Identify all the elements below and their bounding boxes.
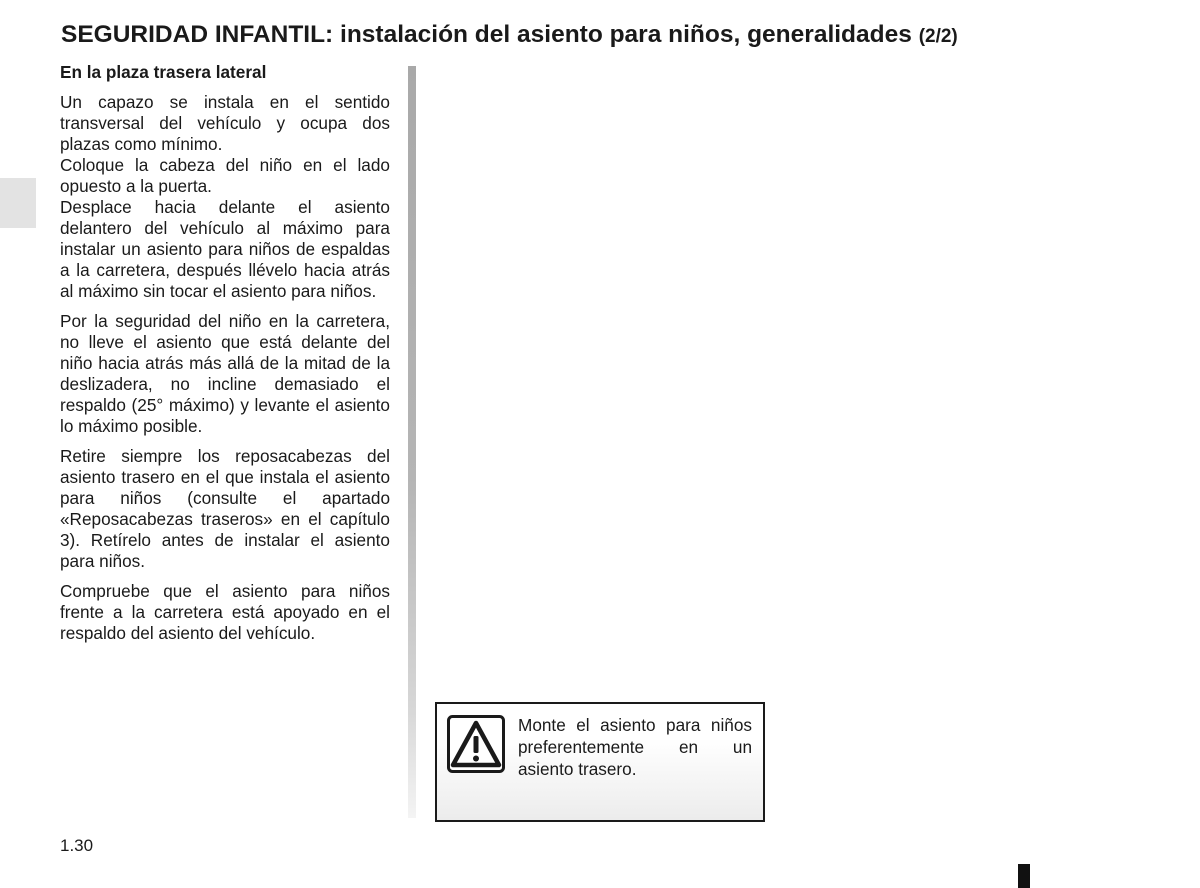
main-text-column xyxy=(60,62,390,653)
page-number: 1.30 xyxy=(60,836,94,855)
warning-text: Monte el asiento para niños preferentemente en un asiento trasero. xyxy=(518,715,752,779)
section-heading: En la plaza trasera lateral xyxy=(60,62,267,82)
page-count: (2/2) xyxy=(918,26,958,47)
paragraph: Retire siempre los reposacabezas del asiento trasero en el que instala el asiento para niños (consulte el apartado «Reposacabezas traseros» en el capítulo 3). Retírelo antes de instalar el asiento para niños. xyxy=(60,446,390,571)
paragraph: Coloque la cabeza del niño en el lado opuesto a la puerta. xyxy=(60,155,390,196)
chapter-tab xyxy=(0,178,36,228)
paragraph: Un capazo se instala en el sentido transversal del vehículo y ocupa dos plazas como mínimo. xyxy=(60,92,390,154)
paragraph: Desplace hacia delante el asiento delantero del vehículo al máximo para instalar un asiento para niños de espaldas a la carretera, después llévelo hacia atrás al máximo sin tocar el asiento para niños. xyxy=(60,197,390,301)
title-text: SEGURIDAD INFANTIL: instalación del asiento para niños, generalidades xyxy=(61,21,912,48)
paragraph: Compruebe que el asiento para niños frente a la carretera está apoyado en el respaldo del asiento del vehículo. xyxy=(60,581,390,643)
warning-triangle-icon xyxy=(447,715,505,773)
paragraph: Por la seguridad del niño en la carretera, no lleve el asiento que está delante del niño hacia atrás más allá de la mitad de la deslizadera, no incline demasiado el respaldo (25° máximo) y levante el asiento lo máximo posible. xyxy=(60,311,390,436)
corner-mark xyxy=(1018,864,1030,888)
warning-box xyxy=(435,702,765,822)
column-divider xyxy=(408,66,416,818)
page-title xyxy=(61,20,1161,52)
